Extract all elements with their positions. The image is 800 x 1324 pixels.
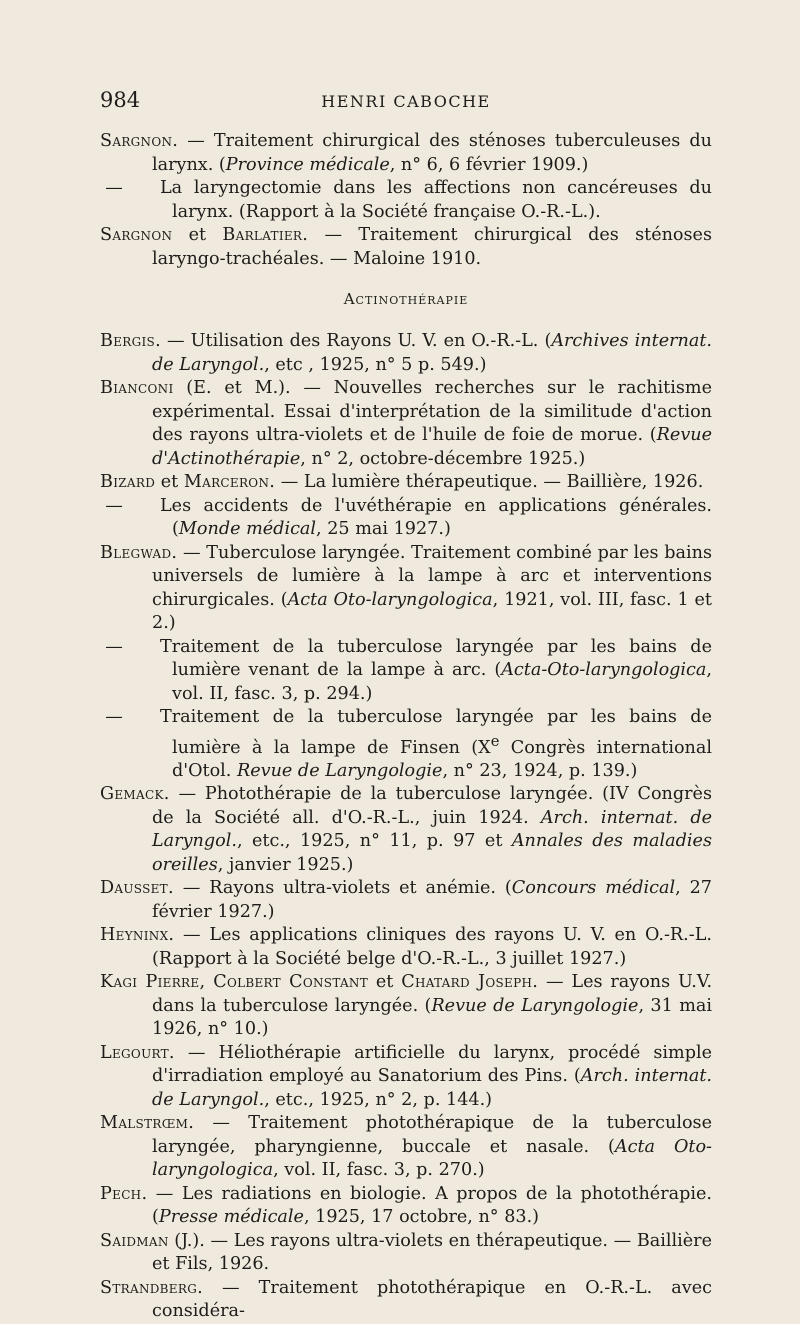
entry-text: , vol. II, fasc. 3, p. 270.) [273, 1160, 485, 1181]
entry-text: , 27 février 1927.) [152, 878, 712, 922]
entry-text: et [155, 472, 184, 492]
entry-title-italic: Revue de Laryngologie [431, 995, 639, 1016]
bibliography-entry [100, 924, 712, 971]
entry-text: , etc., 1925, n° 11, p. 97 et [236, 831, 512, 852]
entry-text: (J.). — Les rayons ultra-violets en thérapeutique. — Baillière et Fils, 1926. [152, 1230, 712, 1275]
entry-text: et [368, 972, 402, 993]
entry-author: Bizard [100, 472, 156, 492]
entry-title-italic: Arch. internat. de Laryngol. [152, 807, 712, 852]
entry-text: , n° 6, 6 février 1909.) [389, 154, 589, 175]
entry-text: Traitement de la tuberculose laryngée par les bains de lumière à la lampe de Finsen (X [160, 707, 712, 758]
entry-text: — Utilisation des Rayons U. V. en O.-R.-L. ( [160, 331, 552, 351]
ditto-dash: — [105, 636, 123, 657]
entry-text: — Les radiations en biologie. A propos de la photothérapie. ( [147, 1183, 712, 1228]
entry-text: , 25 mai 1927.) [316, 519, 451, 539]
entry-text: , n° 23, 1924, p. 139.) [442, 760, 638, 781]
bibliography-entry [100, 1277, 712, 1324]
bibliography-entry [100, 1183, 712, 1230]
entry-author: Dausset. [100, 878, 174, 899]
entry-text: Marceron. [183, 472, 276, 492]
entry-text: , etc., 1925, n° 2, p. 144.) [264, 1089, 493, 1110]
entry-author: Bergis. [100, 331, 161, 351]
entry-author: Gemack. [100, 784, 170, 805]
entry-text: , janvier 1925.) [217, 854, 354, 875]
bibliography-entry [100, 1042, 712, 1113]
entry-text: Traitement de la tuberculose laryngée par les bains de lumière venant de la lampe à arc. ( [160, 636, 712, 680]
entry-title-italic: Monde médical [178, 519, 317, 539]
bibliography-entry [100, 636, 712, 707]
entry-title-italic: Acta Oto-laryngologica [287, 589, 493, 610]
entry-text: — Tuberculose laryngée. Traitement combiné par les bains universels de lumière à la lampe à arc et interventions chirurgicales. ( [152, 542, 712, 610]
entry-author: Blegwad. [100, 542, 178, 563]
entry-text: , n° 2, octobre-décembre 1925.) [300, 448, 586, 469]
entry-text: , etc , 1925, n° 5 p. 549.) [264, 354, 487, 375]
entry-text [205, 972, 213, 992]
entry-text: — Traitement photothérapique de la tuberculose laryngée, pharyngienne, buccale et nasale. ( [152, 1113, 712, 1157]
entry-text: , 1925, 17 octobre, n° 83.) [303, 1207, 540, 1228]
entry-text: — Les rayons U.V. dans la tuberculose laryngée. ( [152, 972, 713, 1016]
page-number: 984 [100, 88, 141, 112]
running-head: HENRI CABOCHE [321, 92, 491, 111]
entry-title-italic: Revue de Laryngologie [237, 760, 443, 781]
bibliography-entry [100, 1112, 712, 1183]
entry-text: e [490, 732, 500, 750]
entry-author: Malstrœm. [100, 1113, 195, 1134]
entry-text: et [172, 225, 223, 245]
entry-text: , 31 mai 1926, n° 10.) [152, 995, 712, 1040]
entry-text: , vol. II, fasc. 3, p. 294.) [172, 660, 712, 704]
bibliography-entry [100, 971, 712, 1042]
entry-title-italic: Acta-Oto-laryngologica [501, 660, 707, 680]
entry-text: Les accidents de l'uvéthérapie en applications générales. ( [160, 495, 712, 539]
bibliography-entry [100, 542, 712, 636]
entry-title-italic: Acta Oto-laryngologica [152, 1136, 712, 1181]
entry-text: Colbert Constant [213, 972, 369, 993]
bibliography-entry [100, 1230, 712, 1277]
section-title: Actinothérapie [343, 290, 469, 308]
entry-author: Bianconi [100, 378, 174, 398]
entry-title-italic: Arch. internat. de Laryngol. [152, 1066, 712, 1110]
bibliography-entry [100, 177, 712, 224]
entry-text: (E. et M.). — Nouvelles recherches sur le rachitisme expérimental. Essai d'interprétation de la similitude d'action des rayons ultra-violets et de l'huile de foie de morue. ( [152, 378, 712, 445]
entry-author: Pech. [100, 1183, 148, 1204]
entry-text: — Traitement chirurgical des sténoses tuberculeuses du larynx. ( [152, 131, 712, 175]
bibliography-block-surgery [100, 130, 712, 271]
entry-author: Sargnon. [100, 131, 179, 151]
bibliography-entry [100, 377, 712, 471]
entry-title-italic: Province médicale [225, 154, 390, 175]
entry-title-italic: Annales des maladies oreilles [152, 831, 712, 875]
entry-title-italic: Archives internat. de Laryngol. [152, 331, 713, 375]
entry-text: — Traitement chirurgical des sténoses laryngo-trachéales. — Maloine 1910. [152, 225, 712, 269]
entry-title-italic: Concours médical [511, 878, 676, 899]
ditto-dash: — [105, 495, 123, 516]
entry-author: Kagi Pierre, [100, 972, 206, 993]
bibliography-entry [100, 783, 712, 877]
bibliography-entry [100, 224, 712, 271]
bibliography-entry [100, 706, 712, 783]
entry-author: Sargnon [100, 225, 173, 245]
entry-text: — Rayons ultra-violets et anémie. ( [173, 878, 512, 899]
entry-text: — Traitement photothérapique en O.-R.-L. avec considéra- [152, 1277, 712, 1322]
entry-text: , 1921, vol. III, fasc. 1 et 2.) [152, 589, 712, 633]
entry-text: — Les applications cliniques des rayons U. V. en O.-R.-L. (Rapport à la Société belge d'O.-R.-L., 3 juillet 1927.) [152, 925, 712, 969]
entry-text: Congrès international d'Otol. [172, 737, 713, 781]
entry-title-italic: Presse médicale [158, 1207, 304, 1228]
bibliography-block-actinotherapy [100, 330, 712, 1324]
page-header [100, 88, 712, 112]
ditto-dash: — [105, 178, 123, 198]
bibliography-entry [100, 495, 712, 542]
entry-text: Chatard Joseph. [401, 972, 539, 993]
bibliography-entry [100, 471, 712, 495]
entry-author: Legourt. [100, 1042, 175, 1063]
entry-text: — Héliothérapie artificielle du larynx, procédé simple d'irradiation employé au Sanatorium des Pins. ( [152, 1042, 712, 1087]
entry-text: La laryngectomie dans les affections non cancéreuses du larynx. (Rapport à la Société française O.-R.-L.). [160, 178, 712, 222]
entry-text: — Photothérapie de la tuberculose laryngée. (IV Congrès de la Société all. d'O.-R.-L., juin 1924. [152, 784, 712, 828]
entry-author: Heyninx. [100, 925, 175, 946]
ditto-dash: — [105, 707, 123, 727]
entry-text: Barlatier. [222, 225, 309, 245]
bibliography-entry [100, 877, 712, 924]
bibliography-entry [100, 330, 712, 377]
bibliography-entry [100, 130, 712, 177]
entry-author: Strandberg. [100, 1277, 203, 1298]
entry-author: Saidman [100, 1230, 169, 1251]
entry-title-italic: Revue d'Actinothérapie [152, 425, 712, 469]
entry-text: — La lumière thérapeutique. — Baillière, 1926. [275, 472, 704, 492]
